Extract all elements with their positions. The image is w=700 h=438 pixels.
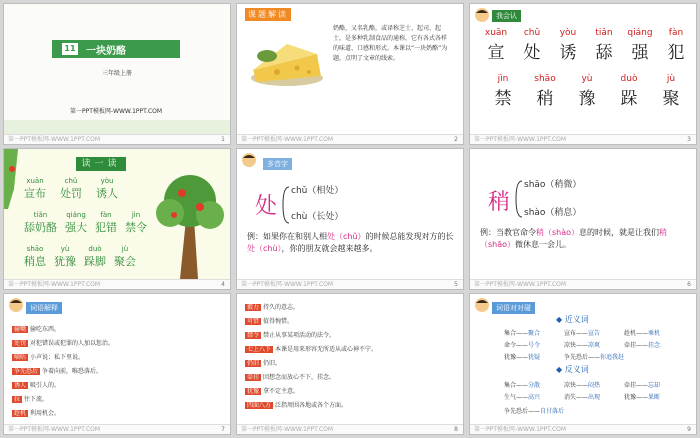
glossary-entry [12,394,48,403]
pinyin: jù [121,245,129,253]
pinyin: yù [60,245,70,253]
word: 命令 [504,342,517,349]
pinyin: chǔ [64,177,78,185]
word: 聚合 [528,330,541,337]
slide-number: 2 [454,136,458,143]
section-title: 读一读 [76,157,126,171]
definition: 对犯错误或犯罪的人加以惩治。 [30,340,115,347]
cheese-image [247,30,327,90]
word-pair: 消失——出现 [564,394,601,401]
glossary-entry [245,344,377,353]
word: 争先恐后 [504,408,529,415]
slide-thumbnail-7[interactable] [3,293,231,435]
term: 仍旧 [247,360,260,367]
slide-number: 1 [221,136,225,143]
reading-1: chǔ（相处） [291,186,344,196]
antonym-heading: ◆ 反义词 [556,365,589,374]
footer-text: 第一PPT模板网-WWW.1PPT.COM [474,281,567,288]
word: 宣告 [588,330,601,337]
example-text: 例：如果你在和别人相 [247,232,327,241]
lesson-title: 一块奶酪 [86,46,126,57]
term: 处罚 [14,340,27,347]
slide-footer [470,134,696,144]
term: 四面八方 [247,402,272,409]
footer-text: 第一PPT模板网-WWW.1PPT.COM [474,136,567,143]
term: 犹豫 [247,388,260,395]
pinyin: jìn [497,74,509,84]
hanzi: 诱 [559,43,577,63]
synonym-title: 近义词 [564,315,589,324]
definition: 争着向前，唯恐落后。 [42,368,103,375]
term: 诱人 [14,382,27,389]
word: 高兴 [528,394,541,401]
word: 你追我赶 [600,354,625,361]
pinyin: duò [620,74,638,84]
section-tag: 课题解读 [245,8,291,21]
word: 犹豫 [504,354,517,361]
slide-number: 3 [687,136,691,143]
hanzi: 禁 [494,89,512,109]
footer-text: 第一PPT模板网-WWW.1PPT.COM [241,136,334,143]
pinyin: xuān [26,177,44,185]
word: 出现 [588,394,601,401]
word: 号令 [528,342,541,349]
word: 争先恐后 [564,354,589,361]
word: 集合 [504,382,517,389]
hanzi: 跺 [620,89,638,109]
word: 宣布 [24,187,46,200]
glossary-entry [245,386,299,395]
definition: 泛指周围各地或各个方面。 [275,402,348,409]
slide-footer [237,424,463,434]
definition: 禁止从事某项活动的法令。 [263,332,336,339]
definition: 利用机会。 [30,410,61,417]
reading-1: shāo（稍微） [524,180,582,190]
slide-thumbnail-6[interactable] [469,148,697,290]
glossary-entry [245,316,293,325]
boy-avatar-icon [474,297,490,317]
boy-avatar-icon [474,7,490,27]
polyphonic-character: 稍 [488,190,511,215]
word: 集合 [504,330,517,337]
word: 凉快 [564,342,577,349]
term: 趁机 [14,410,27,417]
word-pair: 趁机——乘机 [624,330,661,337]
example-sentence [480,227,690,251]
term: 可惜 [247,318,260,325]
reading-brace [514,179,524,219]
site-label: 第一PPT模板网-WWW.1PPT.COM [70,108,163,115]
term: 牵挂 [247,374,260,381]
word: 诱人 [96,187,118,200]
slide-footer [4,424,230,434]
hanzi: 强 [631,43,649,63]
word-pair: 牵挂——挂念 [624,342,661,349]
example-highlight: 稍（shào） [536,228,580,237]
pinyin: shāo [534,74,556,84]
definition: 仍旧。 [263,360,282,367]
hanzi: 豫 [578,89,596,109]
word: 闷热 [588,382,601,389]
word: 犹豫 [54,255,76,268]
footer-text: 第一PPT模板网-WWW.1PPT.COM [241,426,334,433]
word: 稍息 [24,255,46,268]
section-label: 词语解释 [26,302,62,314]
boy-avatar-icon [241,152,257,172]
pinyin: jù [666,74,676,84]
reading-brace [281,185,291,225]
word: 强大 [65,221,87,234]
footer-text: 第一PPT模板网-WWW.1PPT.COM [8,281,101,288]
word-pair: 凉快——凉爽 [564,342,601,349]
word: 舔奶酪 [24,221,57,234]
definition: 本课是用来形容无所适从或心神不宁。 [275,346,378,353]
glossary-entry [245,372,335,381]
term: 偷嘴 [14,326,27,333]
word-pair: 命令——号令 [504,342,541,349]
pinyin: yòu [100,177,114,185]
slide-thumbnail-8[interactable] [236,293,464,435]
word: 挂念 [648,342,661,349]
word: 犯错 [95,221,117,234]
pinyin: xuān [484,28,508,38]
example-text: 息的时候，就是让我们 [579,228,660,237]
example-text: 的时候总能发现对方的长 [365,232,454,241]
word: 生气 [504,394,517,401]
pinyin: qiáng [627,28,653,38]
glossary-entry [245,302,299,311]
glossary-entry [12,338,114,347]
slide-footer [4,279,230,289]
word-pair: 争先恐后——你追我赶 [564,354,625,361]
word: 自甘落后 [540,408,565,415]
slide-number: 9 [687,426,691,433]
word: 牵挂 [624,342,637,349]
word-pair: 集合——聚合 [504,330,541,337]
hanzi: 宣 [487,43,505,63]
word: 宣布 [564,330,577,337]
pinyin: duò [88,245,102,253]
definition: 小声说；私下里说。 [30,354,85,361]
lesson-number: 11 [62,43,78,55]
word: 牵挂 [624,382,637,389]
example-highlight: 稍（shāo） [480,228,668,249]
footer-text: 第一PPT模板网-WWW.1PPT.COM [8,136,101,143]
word: 犹疑 [528,354,541,361]
footer-text: 第一PPT模板网-WWW.1PPT.COM [8,426,101,433]
hanzi: 稍 [536,89,554,109]
glossary-entry [245,330,335,339]
term: 争先恐后 [14,368,39,375]
grade-label: 三年级上册 [102,70,133,77]
slide-thumbnail-5[interactable] [236,148,464,290]
glossary-entry [245,400,347,409]
term: 嘀咕 [14,354,27,361]
definition: 往下流。 [24,396,49,403]
pinyin: fàn [100,211,112,219]
slide-thumbnail-9[interactable] [469,293,697,435]
word-pair: 牵挂——忘却 [624,382,661,389]
slide-number: 7 [221,426,225,433]
word: 处罚 [60,187,82,200]
boy-avatar-icon [8,297,24,317]
definition: 吸引人的。 [30,382,61,389]
slide-thumbnail-3[interactable] [469,3,697,145]
definition: 值得惋惜。 [263,318,294,325]
section-label: 多音字 [263,158,292,170]
word: 禁令 [125,221,147,234]
definition: 因想念而放心不下，挂念。 [263,374,336,381]
polyphonic-character: 处 [255,194,278,219]
word: 分散 [528,382,541,389]
term: 禁令 [247,332,260,339]
pinyin: fàn [668,28,684,38]
glossary-entry [12,352,84,361]
example-text: ，你的朋友就会越来越多。 [281,244,378,253]
word-pair: 生气——高兴 [504,394,541,401]
word: 聚会 [114,255,136,268]
glossary-entry [245,358,281,367]
word-pair: 争先恐后——自甘落后 [504,408,565,415]
slide-footer [470,279,696,289]
reading-2: chù（长处） [291,212,344,222]
hanzi: 处 [523,43,541,63]
slide-thumbnail-4[interactable] [3,148,231,290]
slide-footer [4,134,230,144]
reading-2: shào（稍息） [524,208,582,218]
word-pair: 犹豫——果断 [624,394,661,401]
pinyin: yòu [559,28,577,38]
slide-number: 6 [687,281,691,288]
slide-thumbnail-1[interactable] [3,3,231,145]
hanzi: 舔 [595,43,613,63]
word: 凉爽 [588,342,601,349]
term: 毅力 [247,304,260,311]
example-highlight: 处（chǔ） [327,232,366,241]
glossary-entry [12,366,102,375]
definition: 拿不定主意。 [263,388,300,395]
slide-number: 8 [454,426,458,433]
glossary-entry [12,324,60,333]
word: 趁机 [624,330,637,337]
term: 拉 [14,396,21,403]
footer-text: 第一PPT模板网-WWW.1PPT.COM [241,281,334,288]
definition: 偷吃东西。 [30,326,61,333]
intro-paragraph: 奶酪，又名乳酪，或译称芝士、起司、起士，是多种乳制食品的通称，它有各式各样的味道、口感和形式。本课以“一块奶酪”为题，点明了文章的线索。 [333,25,448,62]
synonym-heading: ◆ 近义词 [556,315,589,324]
word: 忘却 [648,382,661,389]
word-pair: 宣布——宣告 [564,330,601,337]
word: 乘机 [648,330,661,337]
slide-footer [237,134,463,144]
pinyin: tiǎn [33,211,48,219]
pinyin: chǔ [523,28,541,38]
definition: 持久的意志。 [263,304,300,311]
example-highlight: 处（chù） [247,244,282,253]
word-pair: 犹豫——犹疑 [504,354,541,361]
glossary-entry [12,380,60,389]
word-pair: 集合——分散 [504,382,541,389]
slide-number: 5 [454,281,458,288]
glossary-entry [12,408,60,417]
slide-footer [470,424,696,434]
slide-number: 4 [221,281,225,288]
section-label: 词语对对碰 [492,302,535,314]
word: 凉快 [564,382,577,389]
example-text: 微休息一会儿。 [515,240,572,249]
pinyin: yù [581,74,593,84]
word: 跺脚 [84,255,106,268]
pinyin: shāo [26,245,44,253]
pinyin: tiǎn [595,28,613,38]
word: 果断 [648,394,661,401]
example-sentence [247,231,457,255]
antonym-title: 反义词 [564,365,589,374]
hanzi: 犯 [667,43,685,63]
pinyin: jìn [131,211,141,219]
section-label: 我会认 [492,10,521,22]
pinyin: qiáng [66,211,86,219]
slide-thumbnail-2[interactable] [236,3,464,145]
term: 七上八下 [247,346,272,353]
footer-text: 第一PPT模板网-WWW.1PPT.COM [474,426,567,433]
hanzi: 聚 [662,89,680,109]
slide-footer [237,279,463,289]
example-text: 例：当教官命令 [480,228,536,237]
word-pair: 凉快——闷热 [564,382,601,389]
word: 犹豫 [624,394,637,401]
word: 消失 [564,394,577,401]
